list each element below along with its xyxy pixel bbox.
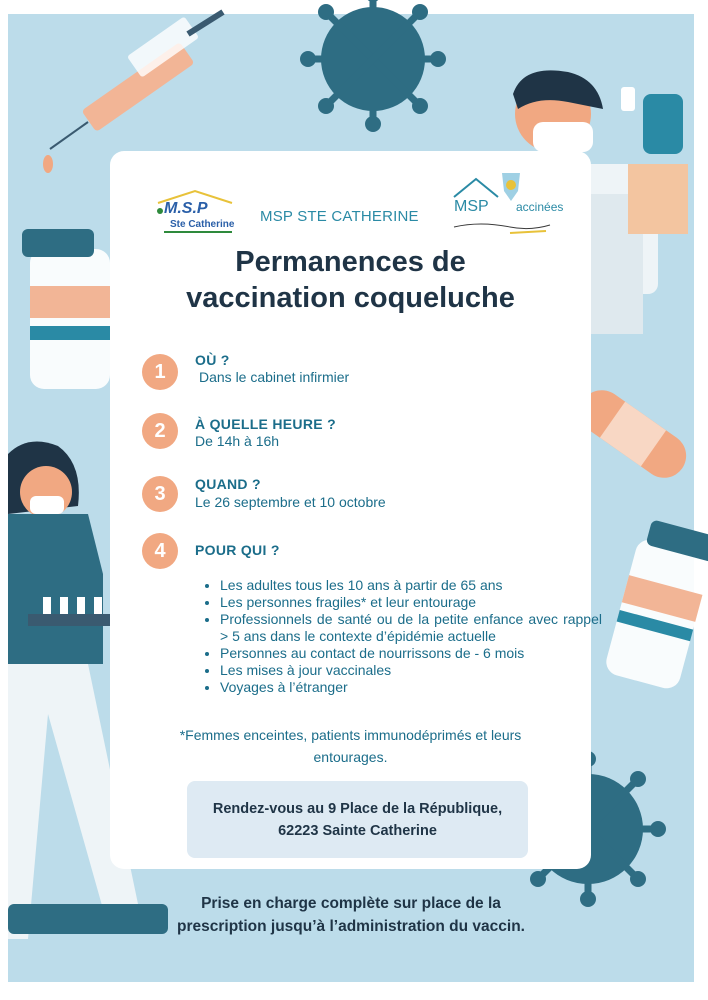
footnote-line-2: entourages. xyxy=(313,749,388,765)
list-item: • Les personnes fragiles* et leur entourage xyxy=(220,594,602,611)
step-number-2: 2 xyxy=(142,413,178,449)
page-title xyxy=(110,244,591,316)
svg-text:MSP: MSP xyxy=(454,198,489,215)
footer-line-1: Prise en charge complète sur place de la xyxy=(201,895,501,912)
info-card xyxy=(110,151,602,869)
footnote-line-1: *Femmes enceintes, patients immunodéprimés et leurs xyxy=(179,727,522,743)
svg-text:accinées: accinées xyxy=(516,200,564,214)
appointment-box xyxy=(187,781,528,858)
footnote xyxy=(110,724,591,768)
answer-when: Le 26 septembre et 10 octobre xyxy=(195,494,386,510)
list-item: • Professionnels de santé ou de la petite enfance avec rappel > 5 ans dans le contexte d’épidémie actuelle xyxy=(220,611,602,645)
question-who: POUR QUI ? xyxy=(195,542,280,558)
virus-illustration xyxy=(300,0,446,132)
appointment-line-1: Rendez-vous au 9 Place de la République, xyxy=(212,801,503,817)
answer-where: Dans le cabinet infirmier xyxy=(199,369,350,385)
appointment-line-2: 62223 Sainte Catherine xyxy=(278,823,437,839)
answer-time: De 14h à 16h xyxy=(195,433,280,449)
list-item: • Les mises à jour vaccinales xyxy=(220,662,602,679)
question-when: QUAND ? xyxy=(195,476,261,492)
who-list xyxy=(208,577,602,696)
header-org-name: MSP STE CATHERINE xyxy=(260,208,419,225)
svg-text:Ste Catherine: Ste Catherine xyxy=(170,219,235,230)
svg-text:M.S.P: M.S.P xyxy=(164,200,208,217)
question-where: OÙ ? xyxy=(195,352,230,368)
step-number-3: 3 xyxy=(142,476,178,512)
footer-line-2: prescription jusqu’à l’administration du vaccin. xyxy=(177,918,525,935)
list-item: • Voyages à l’étranger xyxy=(220,679,602,696)
step-number-1: 1 xyxy=(142,354,178,390)
title-line-1: Permanences de xyxy=(235,246,466,278)
msp-logo xyxy=(150,189,240,237)
syringe-illustration xyxy=(43,12,223,173)
bottle-illustration-right xyxy=(603,517,708,692)
list-item: • Personnes au contact de nourrissons de - 6 mois xyxy=(220,645,602,662)
poster xyxy=(8,14,694,982)
title-line-2: vaccination coqueluche xyxy=(186,282,515,314)
question-time: À QUELLE HEURE ? xyxy=(195,416,336,432)
list-item: • Les adultes tous les 10 ans à partir de 65 ans xyxy=(220,577,602,594)
bottle-illustration xyxy=(22,229,110,389)
footer-text xyxy=(8,892,694,938)
step-number-4: 4 xyxy=(142,533,178,569)
msp-vaccinees-logo xyxy=(450,171,564,241)
